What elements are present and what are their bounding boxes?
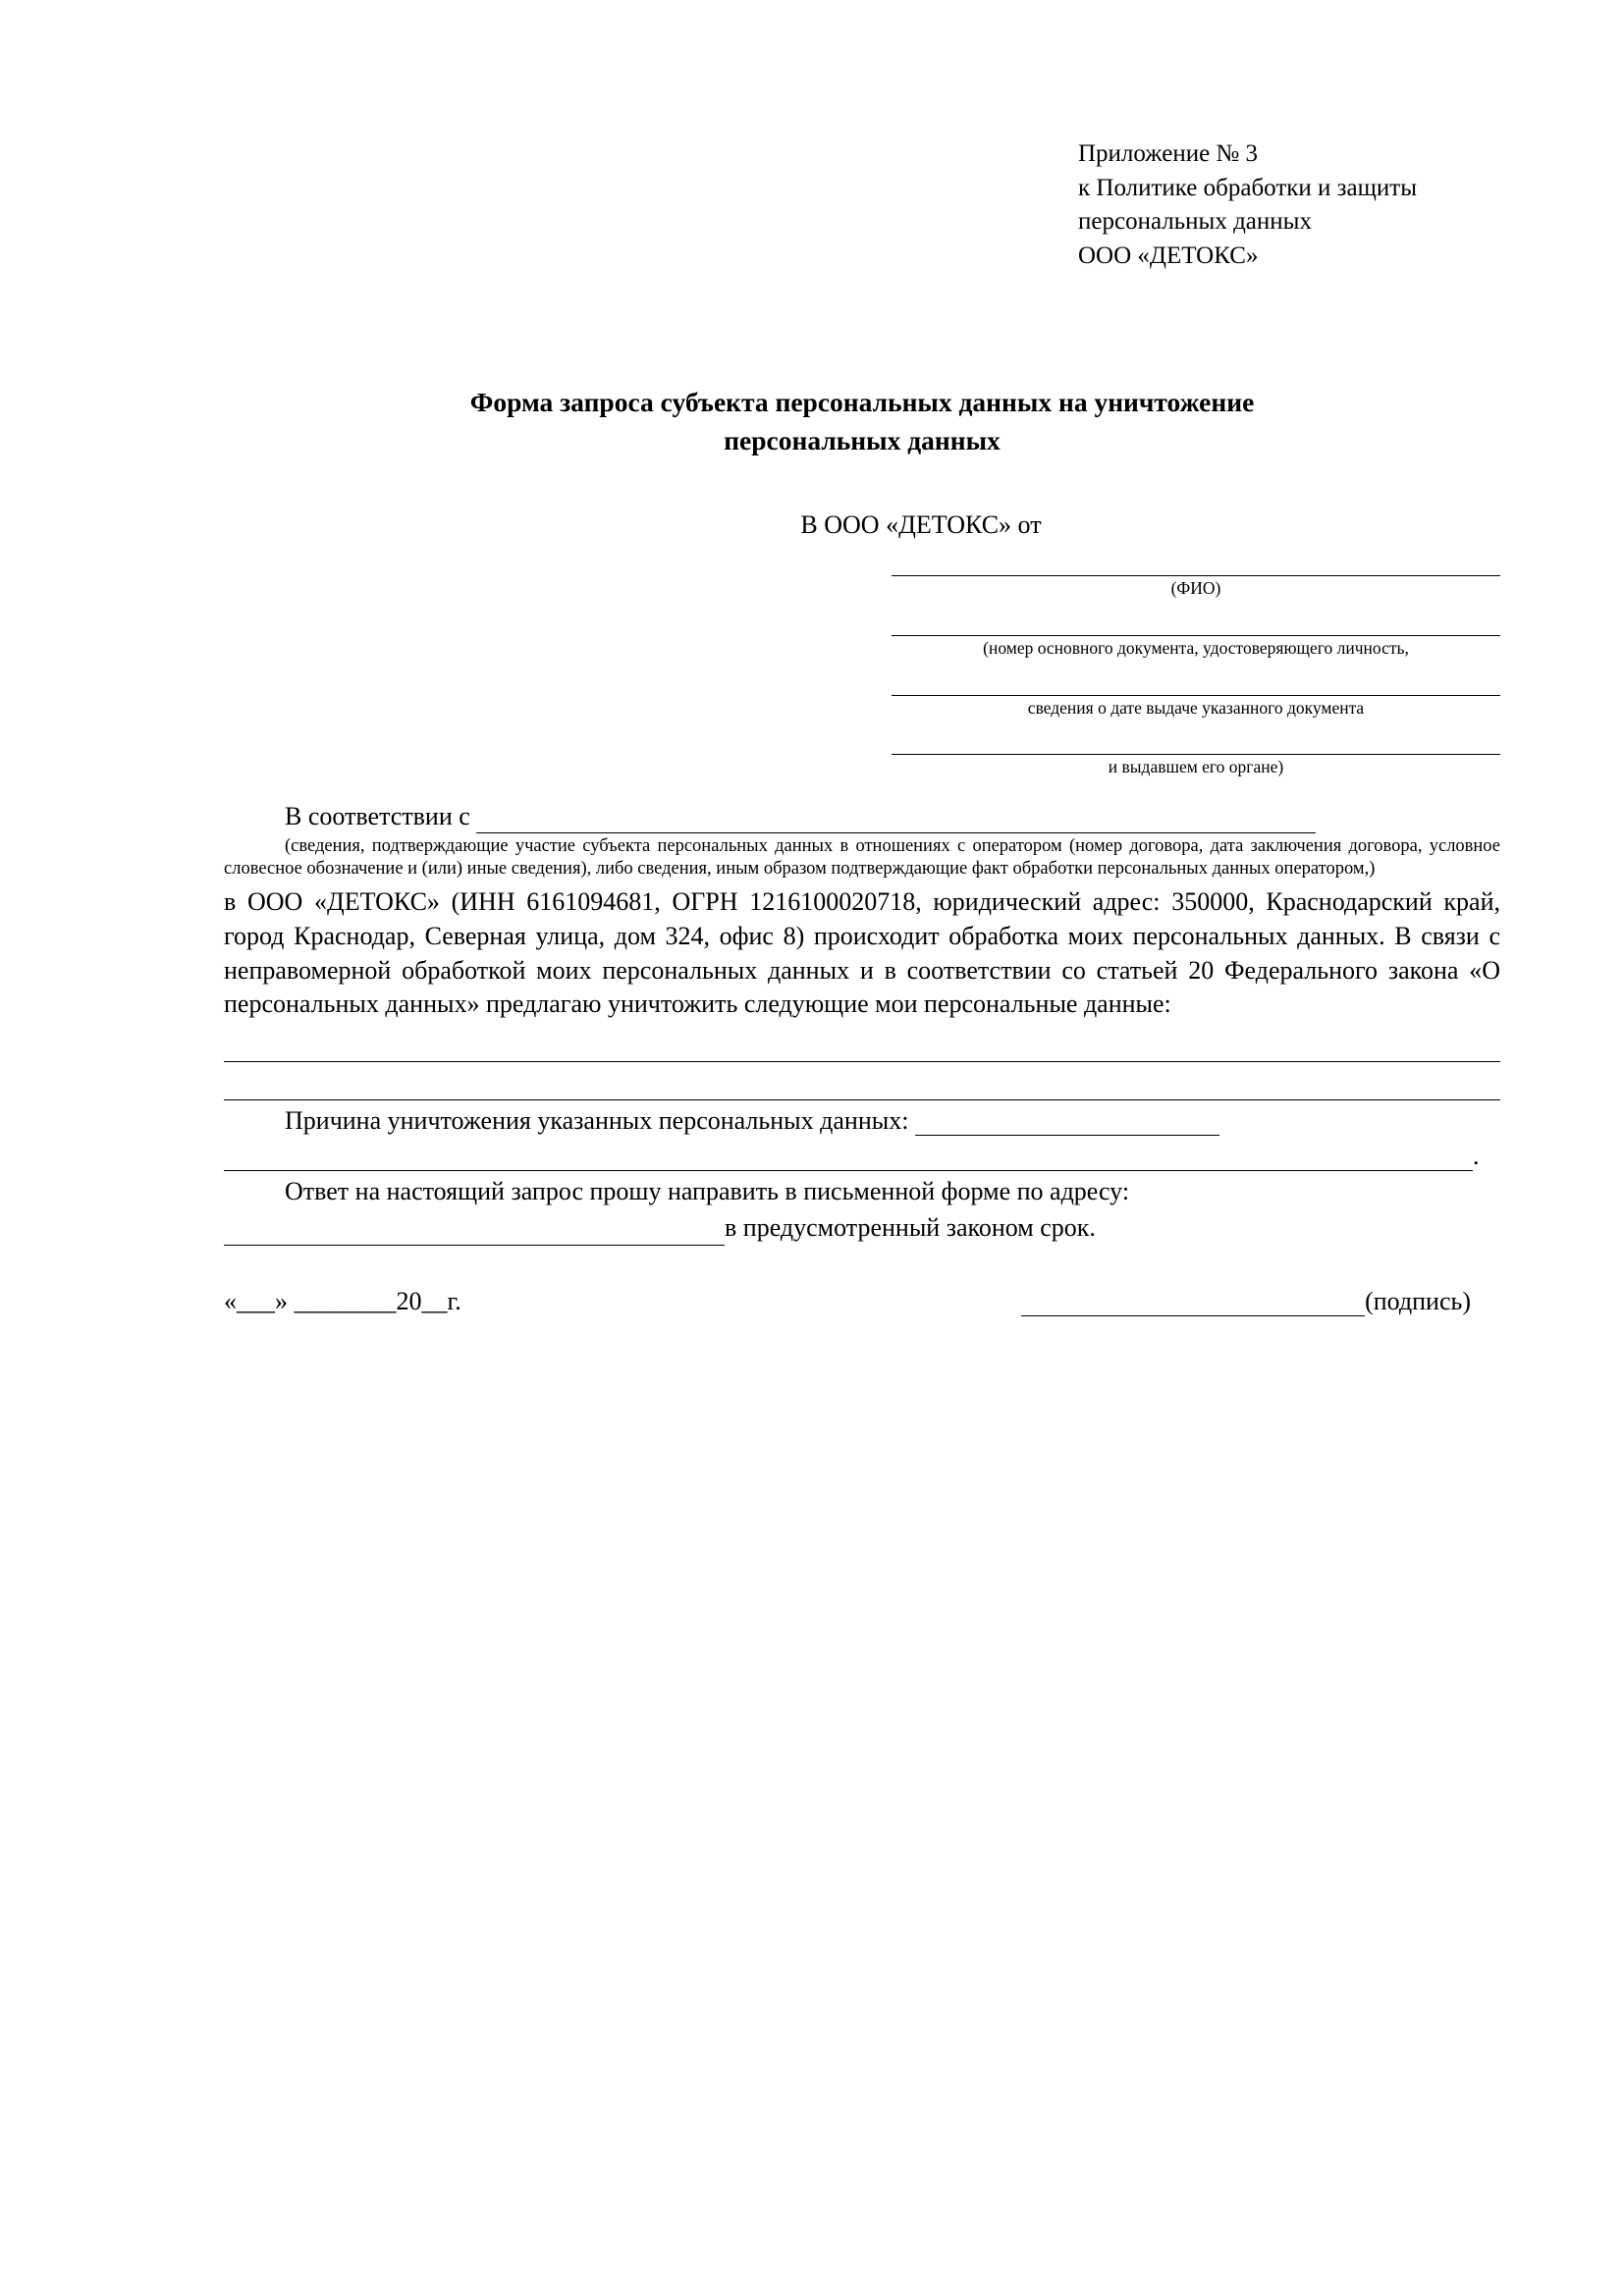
document-date-input[interactable]: [892, 669, 1500, 696]
answer-address-input[interactable]: [224, 1221, 725, 1246]
accordance-note: [224, 835, 1500, 881]
answer-paragraph: [224, 1175, 1500, 1209]
reason-end-dot: .: [1473, 1142, 1480, 1171]
reason-input-2[interactable]: [224, 1147, 1473, 1171]
fio-input[interactable]: [892, 550, 1500, 576]
appendix-number: Приложение № 3: [1078, 140, 1259, 167]
reason-label: Причина уничтожения указанных персональных данных:: [285, 1106, 909, 1136]
applicant-fields: [892, 550, 1500, 778]
accordance-label: В соответствии с: [285, 802, 470, 831]
main-paragraph: в ООО «ДЕТОКС» (ИНН 6161094681, ОГРН 1216100020718, юридический адрес: 350000, Краснодарский край, город Краснодар, Северная улица, дом 324, офис 8) происходит обработка моих персональных данных. В связи с неправомерной обработкой моих персональных данных и в соответствии со статьей 20 Федерального закона «О персональных данных» предлагаю уничтожить следующие мои персональные данные:: [224, 886, 1500, 1019]
signature-input[interactable]: [1021, 1292, 1365, 1316]
answer-text: Ответ на настоящий запрос прошу направить в письменной форме по адресу:: [285, 1177, 1130, 1206]
reason-row: [224, 1106, 1500, 1136]
document-issuer-input[interactable]: [892, 728, 1500, 755]
accordance-note-text: (сведения, подтверждающие участие субъекта персональных данных в отношениях с оператором (номер договора, дата заключения договора, условное словесное обозначение и (или) иные сведения), либо сведения, иным образом подтверждающие факт обработки персональных данных оператором,): [224, 835, 1500, 880]
page-title-line-2: персональных данных: [724, 425, 1001, 456]
addressee-line: В ООО «ДЕТОКС» от: [800, 510, 1042, 540]
document-issuer-caption: и выдавшем его органе): [1108, 757, 1284, 777]
page-title-line-1: Форма запроса субъекта персональных данных на уничтожение: [469, 387, 1255, 417]
reason-row-2: [224, 1142, 1500, 1171]
document-date-caption: сведения о дате выдаче указанного документа: [1027, 697, 1365, 718]
answer-address-row: [224, 1211, 1500, 1246]
appendix-header: [1078, 137, 1500, 273]
signature-field[interactable]: [1021, 1287, 1500, 1316]
reason-input-1[interactable]: [915, 1111, 1219, 1136]
personal-data-input-line-2[interactable]: [224, 1062, 1500, 1100]
signature-caption: (подпись): [1365, 1286, 1471, 1315]
appendix-policy-line-2: персональных данных: [1078, 208, 1312, 235]
personal-data-input-line-1[interactable]: [224, 1022, 1500, 1062]
fio-caption: (ФИО): [1170, 578, 1221, 599]
appendix-company: ООО «ДЕТОКС»: [1078, 241, 1259, 269]
document-content: [224, 137, 1500, 1316]
accordance-line: [224, 800, 1500, 833]
accordance-input[interactable]: [476, 809, 1316, 833]
appendix-policy-line-1: к Политике обработки и защиты: [1078, 174, 1418, 201]
document-number-input[interactable]: [892, 610, 1500, 636]
page-title: [224, 383, 1500, 459]
date-field[interactable]: «___» ________20__г.: [224, 1286, 461, 1315]
document-number-caption: (номер основного документа, удостоверяющего личность,: [983, 637, 1409, 658]
answer-tail: в предусмотренный законом срок.: [725, 1213, 1096, 1242]
signature-row: [224, 1287, 1500, 1316]
